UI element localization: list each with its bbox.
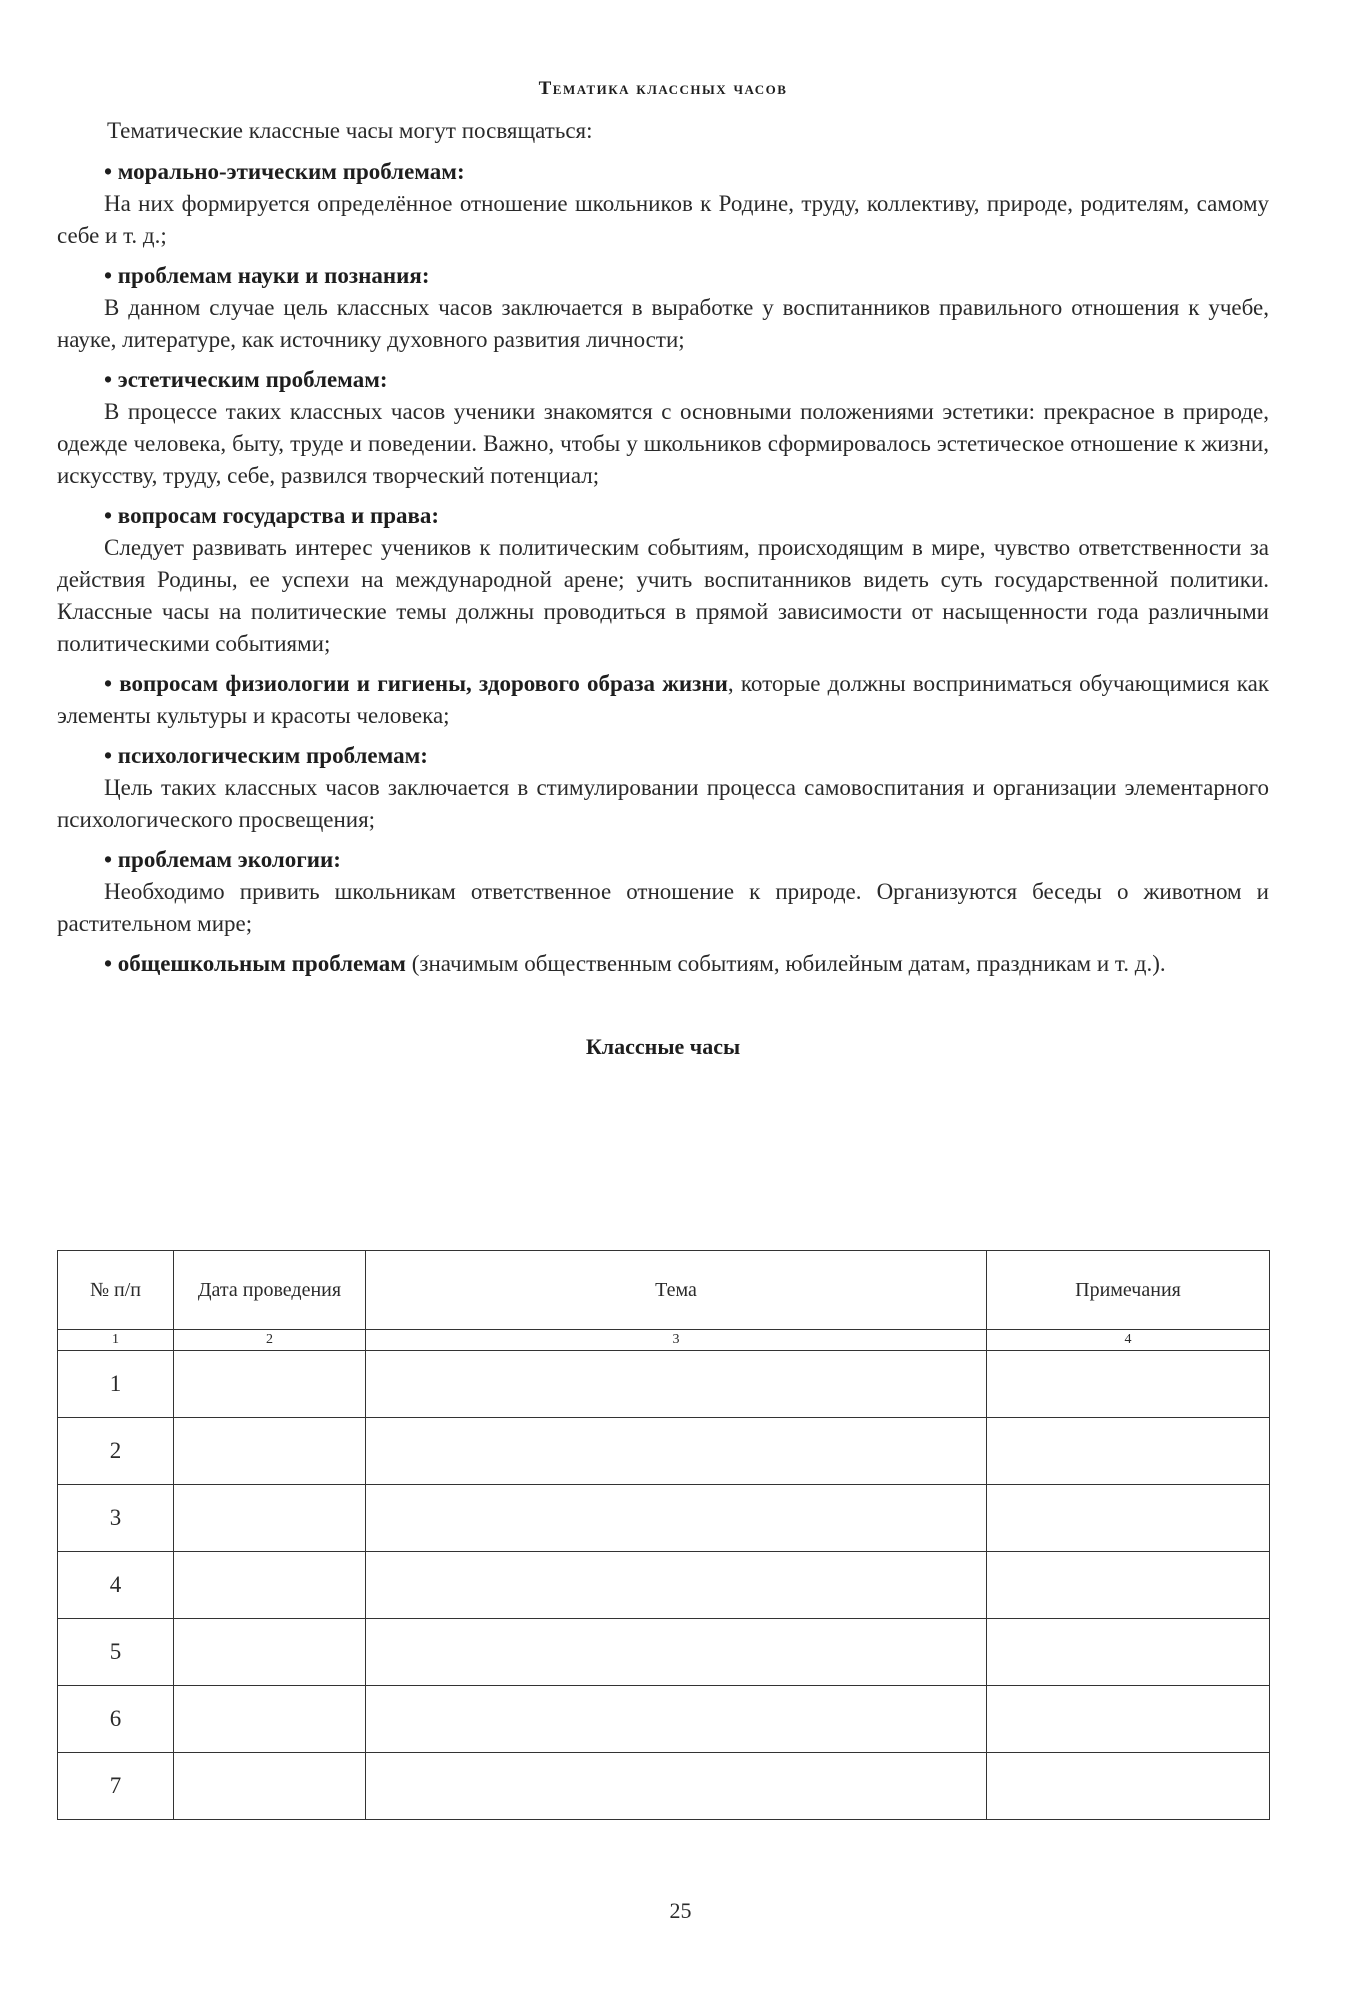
row-number: 5 [58,1619,174,1686]
column-number-row [58,1330,1270,1351]
section-heading: • психологическим проблемам: [104,743,428,768]
section-body: В данном случае цель классных часов заключается в выработке у воспитанников правильного отношения к учебе, науке, литературе, как источнику духовного развития личности; [57,295,1269,352]
notes-cell[interactable] [987,1351,1270,1418]
table-row [58,1485,1270,1552]
table-row [58,1418,1270,1485]
date-cell[interactable] [174,1619,366,1686]
section-psychology [57,740,1269,836]
page-number: 25 [669,1898,692,1923]
section-aesthetic [57,364,1269,492]
notes-cell[interactable] [987,1552,1270,1619]
row-number: 6 [58,1686,174,1753]
table-row [58,1686,1270,1753]
section-heading: • проблемам науки и познания: [104,263,430,288]
header-notes: Примечания [987,1251,1270,1330]
notes-cell[interactable] [987,1485,1270,1552]
section-inline-text: , которые должны восприниматься обучающимися как элементы культуры и красоты человека; [57,671,1269,728]
section-heading: • эстетическим проблемам: [104,367,388,392]
topic-cell[interactable] [366,1485,987,1552]
section-inline-heading: • вопросам физиологии и гигиены, здорового образа жизни [104,671,728,696]
table-header-row [58,1251,1270,1330]
section-body: В процессе таких классных часов ученики знакомятся с основными положениями эстетики: прекрасное в природе, одежде человека, быту, труде и поведении. Важно, чтобы у школьников сформировалось эстетическое отношение к жизни, искусству, труду, себе, развился творческий потенциал; [57,399,1269,488]
row-number: 2 [58,1418,174,1485]
topic-cell[interactable] [366,1418,987,1485]
header-date: Дата проведения [174,1251,366,1330]
section-body: Следует развивать интерес учеников к политическим событиям, происходящим в мире, чувство ответственности за действия Родины, ее успехи на международной арене; учить воспитанников видеть суть государственной политики. Классные часы на политические темы должны проводиться в прямой зависимости от насыщенности года различными политическими событиями; [57,535,1269,656]
section-heading: • вопросам государства и права: [104,503,440,528]
date-cell[interactable] [174,1552,366,1619]
section-inline-paragraph [57,668,1269,732]
section-inline-paragraph [57,948,1269,980]
section-body: Цель таких классных часов заключается в стимулировании процесса самовоспитания и организации элементарного психологического просвещения; [57,775,1269,832]
topic-cell[interactable] [366,1351,987,1418]
section-heading: • морально-этическим проблемам: [104,159,465,184]
section-moral [57,156,1269,252]
section-inline-text: (значимым общественным событиям, юбилейным датам, праздникам и т. д.). [405,951,1166,976]
date-cell[interactable] [174,1418,366,1485]
section-science [57,260,1269,356]
date-cell[interactable] [174,1485,366,1552]
column-number: 4 [987,1330,1270,1351]
table-row [58,1619,1270,1686]
section-body: Необходимо привить школьникам ответственное отношение к природе. Организуются беседы о животном и растительном мире; [57,879,1269,936]
section-ecology [57,844,1269,940]
notes-cell[interactable] [987,1686,1270,1753]
table-row [58,1552,1270,1619]
column-number: 1 [58,1330,174,1351]
header-topic: Тема [366,1251,987,1330]
date-cell[interactable] [174,1753,366,1820]
date-cell[interactable] [174,1351,366,1418]
page-title: Тематика классных часов [538,78,788,99]
notes-cell[interactable] [987,1418,1270,1485]
column-number: 3 [366,1330,987,1351]
table-row [58,1753,1270,1820]
notes-cell[interactable] [987,1619,1270,1686]
section-physiology [57,668,1269,732]
topic-cell[interactable] [366,1686,987,1753]
column-number: 2 [174,1330,366,1351]
class-hours-table [57,1250,1270,1820]
intro-paragraph: Тематические классные часы могут посвящаться: [107,118,593,143]
date-cell[interactable] [174,1686,366,1753]
table-title: Классные часы [585,1034,741,1059]
table-row [58,1351,1270,1418]
section-state [57,500,1269,660]
topic-cell[interactable] [366,1552,987,1619]
row-number: 1 [58,1351,174,1418]
section-heading: • проблемам экологии: [104,847,341,872]
topic-cell[interactable] [366,1753,987,1820]
row-number: 7 [58,1753,174,1820]
section-body: На них формируется определённое отношение школьников к Родине, труду, коллективу, природе, родителям, самому себе и т. д.; [57,191,1269,248]
row-number: 4 [58,1552,174,1619]
section-inline-heading: • общешкольным проблемам [104,951,406,976]
header-number: № п/п [58,1251,174,1330]
section-school [57,948,1269,980]
document-page [57,0,1269,1798]
notes-cell[interactable] [987,1753,1270,1820]
topic-cell[interactable] [366,1619,987,1686]
row-number: 3 [58,1485,174,1552]
